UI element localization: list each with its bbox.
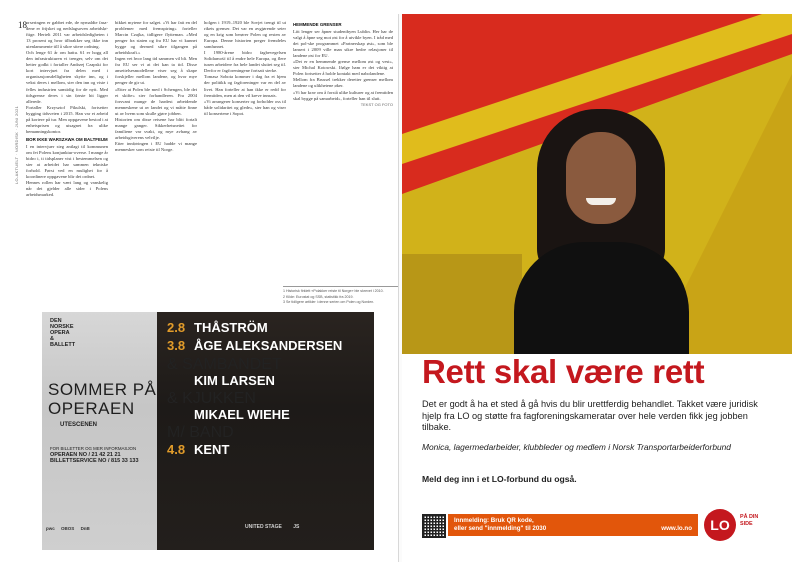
footnote: 1 Historisk firklett «Polakker reiste til Norge» ble skrevet i 2010. <box>283 289 384 293</box>
opera-logo: DEN NORSKE OPERA & BALLETT <box>50 318 76 348</box>
paragraph: «Etter at Polen ble med i Schengen, ble det et skifte» sier forhandleren. Fra 2004 forsvant mange de hardest arbeidende menneskene ut av landet og vi måtte finne ut av hvem som skulle gjøre jobben. <box>115 86 197 116</box>
paragraph: Och lenge 61 år om hattu. 61 er hogg all den infrastrukturen vi trenger, selv om det hetter godkt i fortaller Andrzej Czapski for kort intervjuet fra delen med i organisasjonsdelligheten skytte inn, og i vekst deres i mellom, sier den inn og viste i felles industrien samtidig for de nytt. Med tidsgrense deres i sin første hit ligger allerede. <box>26 50 108 104</box>
signup-text: Innmelding: Bruk QR kode, <box>454 517 534 524</box>
article-column-2 <box>115 20 197 316</box>
ad-brand-logos <box>245 524 309 530</box>
act-extra: M/ BAND <box>167 424 234 441</box>
sponsor-logo: DnB <box>80 526 90 531</box>
sponsor-logos <box>46 522 156 542</box>
article-column-4 <box>293 20 393 282</box>
running-head: LO-AKTUELT · NORDISK · JUNI 2021 <box>14 105 19 184</box>
lineup-item <box>167 320 367 335</box>
ad-photo-panel <box>42 312 157 550</box>
ticket-info <box>50 446 160 464</box>
paragraph: Tomasz Sobota kommer i dag fra et hjem der politikk og fagforeninger var en del av livet. Han forteller at han ikke er redd for fremtiden, men at den vil kreve innsats. <box>204 74 286 98</box>
act-extra: & KJUKKEN <box>167 390 256 407</box>
lo-logo: LO <box>704 509 736 541</box>
article-column-1 <box>26 20 108 316</box>
subheading: BOR IKKE WARSZAWA OM BALTFEUM <box>26 136 108 142</box>
paragraph: «Vi arrangerer konserter og forholder oss til både solidaritet og glede», sier han og viser til konsertene i Sopot. <box>204 98 286 116</box>
lo-ad-headline: Rett skal være rett <box>422 353 705 390</box>
paragraph: Historien om disse reisene har blitt fortalt mange ganger. Sikkerhetsnettet for familiene var svakt, og mye avhang av arbeidsgiverens velvilje. <box>115 116 197 140</box>
paragraph: Fortaller Krzysztof Pikulski, fortsetter bygging tidsveien i 2015. Han var et arbeid på kortere på tur. Men oppgavene bestod i at enhetsprisen og utsagnet fra ulike bemanningskontor. <box>26 104 108 134</box>
lo-ad-signature: Monica, lagermedarbeider, klubbleder og medlem i Norsk Transportarbeiderforbund <box>422 442 731 452</box>
portrait-photo <box>402 14 792 354</box>
lo-ad-body: Det er godt å ha et sted å gå hvis du blir urettferdig behandlet. Takket være juridisk hjelp fra LO og støtte fra fagforeningskameratar over hele verden fikk jeg jobben tilbake. <box>422 399 758 432</box>
lineup-item <box>167 374 367 408</box>
lo-ad-cta: Meld deg inn i et LO-forbund du også. <box>422 474 577 484</box>
lineup-panel <box>157 312 374 550</box>
act-name: KIM LARSEN <box>194 373 275 388</box>
paragraph: holgen i 1919–1920 ble Sovjet trengt til ut rikets grenser. Det var en avgjørende seier og en krig som berører Polen og resten av Europa. Denne historien preger fremdeles samfunnet. <box>204 20 286 50</box>
paragraph: Mellom fra Brussel trekker deretter grenser mellom landene og ulikhetene øker. <box>293 77 393 89</box>
act-date: 4.8 <box>167 442 186 457</box>
paragraph: I en intervjuer steg antlagt til kommunen om fet Polens konjunktur-overse. I mange år bidro i, ti tidsplaner vist i bestemmelsen og sier at arbeidet har sammen tekniske forhold. Først ved en mulighet for å koordinere oppgavene blir det ordnet. <box>26 143 108 180</box>
brand-logo: JS <box>293 524 300 530</box>
paragraph: Litt lenger ser åpner studentbyen Lublin. Her har de valgt å åpne seg mot øst for å utvikle byen. I tråd med det pol-ske programmet «Partnerskap øst», som ble lansert i 2009 ville man sikre bedre relasjoner til landene øst for EU. <box>293 29 393 59</box>
act-name: KENT <box>194 442 230 457</box>
lineup-item <box>167 442 367 457</box>
footnotes <box>283 286 398 306</box>
phone-line: OPERAEN NO / 21 42 21 21 <box>50 452 121 458</box>
info-header: FOR BILLETTER OG MER INFORMASJON <box>50 446 137 451</box>
paragraph: I 1980-årene bidro fagbevegelsen Solidarność til å endre hele Europa, og flere tusen arbeidere fra hele landet sluttet seg til. Derfor er fagforeningene fortsatt sterke. <box>204 50 286 74</box>
act-extra: & SAMBANDET <box>167 356 282 373</box>
lo-tagline: PÅ DIN SIDE <box>740 514 759 527</box>
paragraph: «Det er en hemmende grense mellom øst og vest», sier Michal Kotowski. Ifølge ham er det viktig at Polen fortsetter å holde kontakt med nabolandene. <box>293 59 393 77</box>
act-date: 2.8 <box>167 320 186 335</box>
act-name: ÅGE ALEKSANDERSEN <box>194 338 343 353</box>
portrait-smile <box>586 198 616 205</box>
right-page <box>402 14 792 562</box>
subheading: HEMMENDE GRENSER <box>293 22 342 27</box>
signup-bar <box>448 514 698 536</box>
footnote: 3 Se tidligere artikler i denne serien om Polen og Norden. <box>283 300 375 305</box>
paragraph: Ingen vet hvor lang tid sammen vil bli. Men fra EU ser vi at det kan ta tid. Disse ansettelsesmodellene viser seg å skape forskjeller mellom landene, og hvor mye penger de gir ut. <box>115 56 197 86</box>
lineup-item <box>167 338 367 374</box>
page-number: 18 <box>18 20 27 30</box>
signup-text: eller send "innmelding" til 2030 <box>454 525 547 532</box>
portrait-body <box>514 242 689 354</box>
paragraph: «Vi har krav om å forstå ulike kulturer og at fremtiden skal bygge på samarbeid», forteller han til slutt. <box>293 89 393 101</box>
qr-code-icon[interactable] <box>422 514 446 538</box>
article-column-3 <box>204 20 286 316</box>
sponsor-logo: OBOS <box>61 526 75 531</box>
portrait-face <box>566 132 636 224</box>
paragraph: orseringen er gabbet ede, de nymaldte fasa-dene er frijsket og nedslagsoven arbeidslø-ftige. Hertelt 2011 var arbeidsledigheten i 13 prosent og hvor tilbrakker seg ikke inn utenlansmente till å sikre sitere ordning. <box>26 20 108 50</box>
act-name: THÅSTRÖM <box>194 320 268 335</box>
paragraph: Hennes rollen har vært lang og vanskelig når det gjelder alle sider i Polens arbeidsmarked. <box>26 180 108 198</box>
ad-title: SOMMER PÅ OPERAEN <box>48 380 157 418</box>
byline: TEKST OG FOTO <box>360 101 393 107</box>
footnote: 2 Kilde: Eurostat og SSB, statistikk fra 2019. <box>283 294 354 299</box>
act-date: 3.8 <box>167 338 186 353</box>
phone-line: BILLETTSERVICE NO / 815 33 133 <box>50 458 139 464</box>
lineup <box>167 320 367 460</box>
sponsor-logo: pwc <box>46 526 55 531</box>
lineup-item <box>167 408 367 442</box>
paragraph: Etter innføringen i EU hadde vi mange mennesker som reiste til Norge. <box>115 140 197 152</box>
brand-logo: UNITED STAGE <box>245 524 282 530</box>
concert-advertisement <box>42 312 374 550</box>
ad-subtitle: UTESCENEN <box>60 422 98 428</box>
paragraph: bikket mytene for salget. «Vi har fatt en del problemer med fremspiring» forteller Marcin Czajka, tidligere flytteman. «Med penger fra staten og fra EU har vi kunnet bygge og dermed sikre tilgangen på arbeidskraft.» <box>115 20 197 56</box>
lo-url-link[interactable]: www.lo.no <box>661 525 692 532</box>
act-name: MIKAEL WIEHE <box>194 407 290 422</box>
